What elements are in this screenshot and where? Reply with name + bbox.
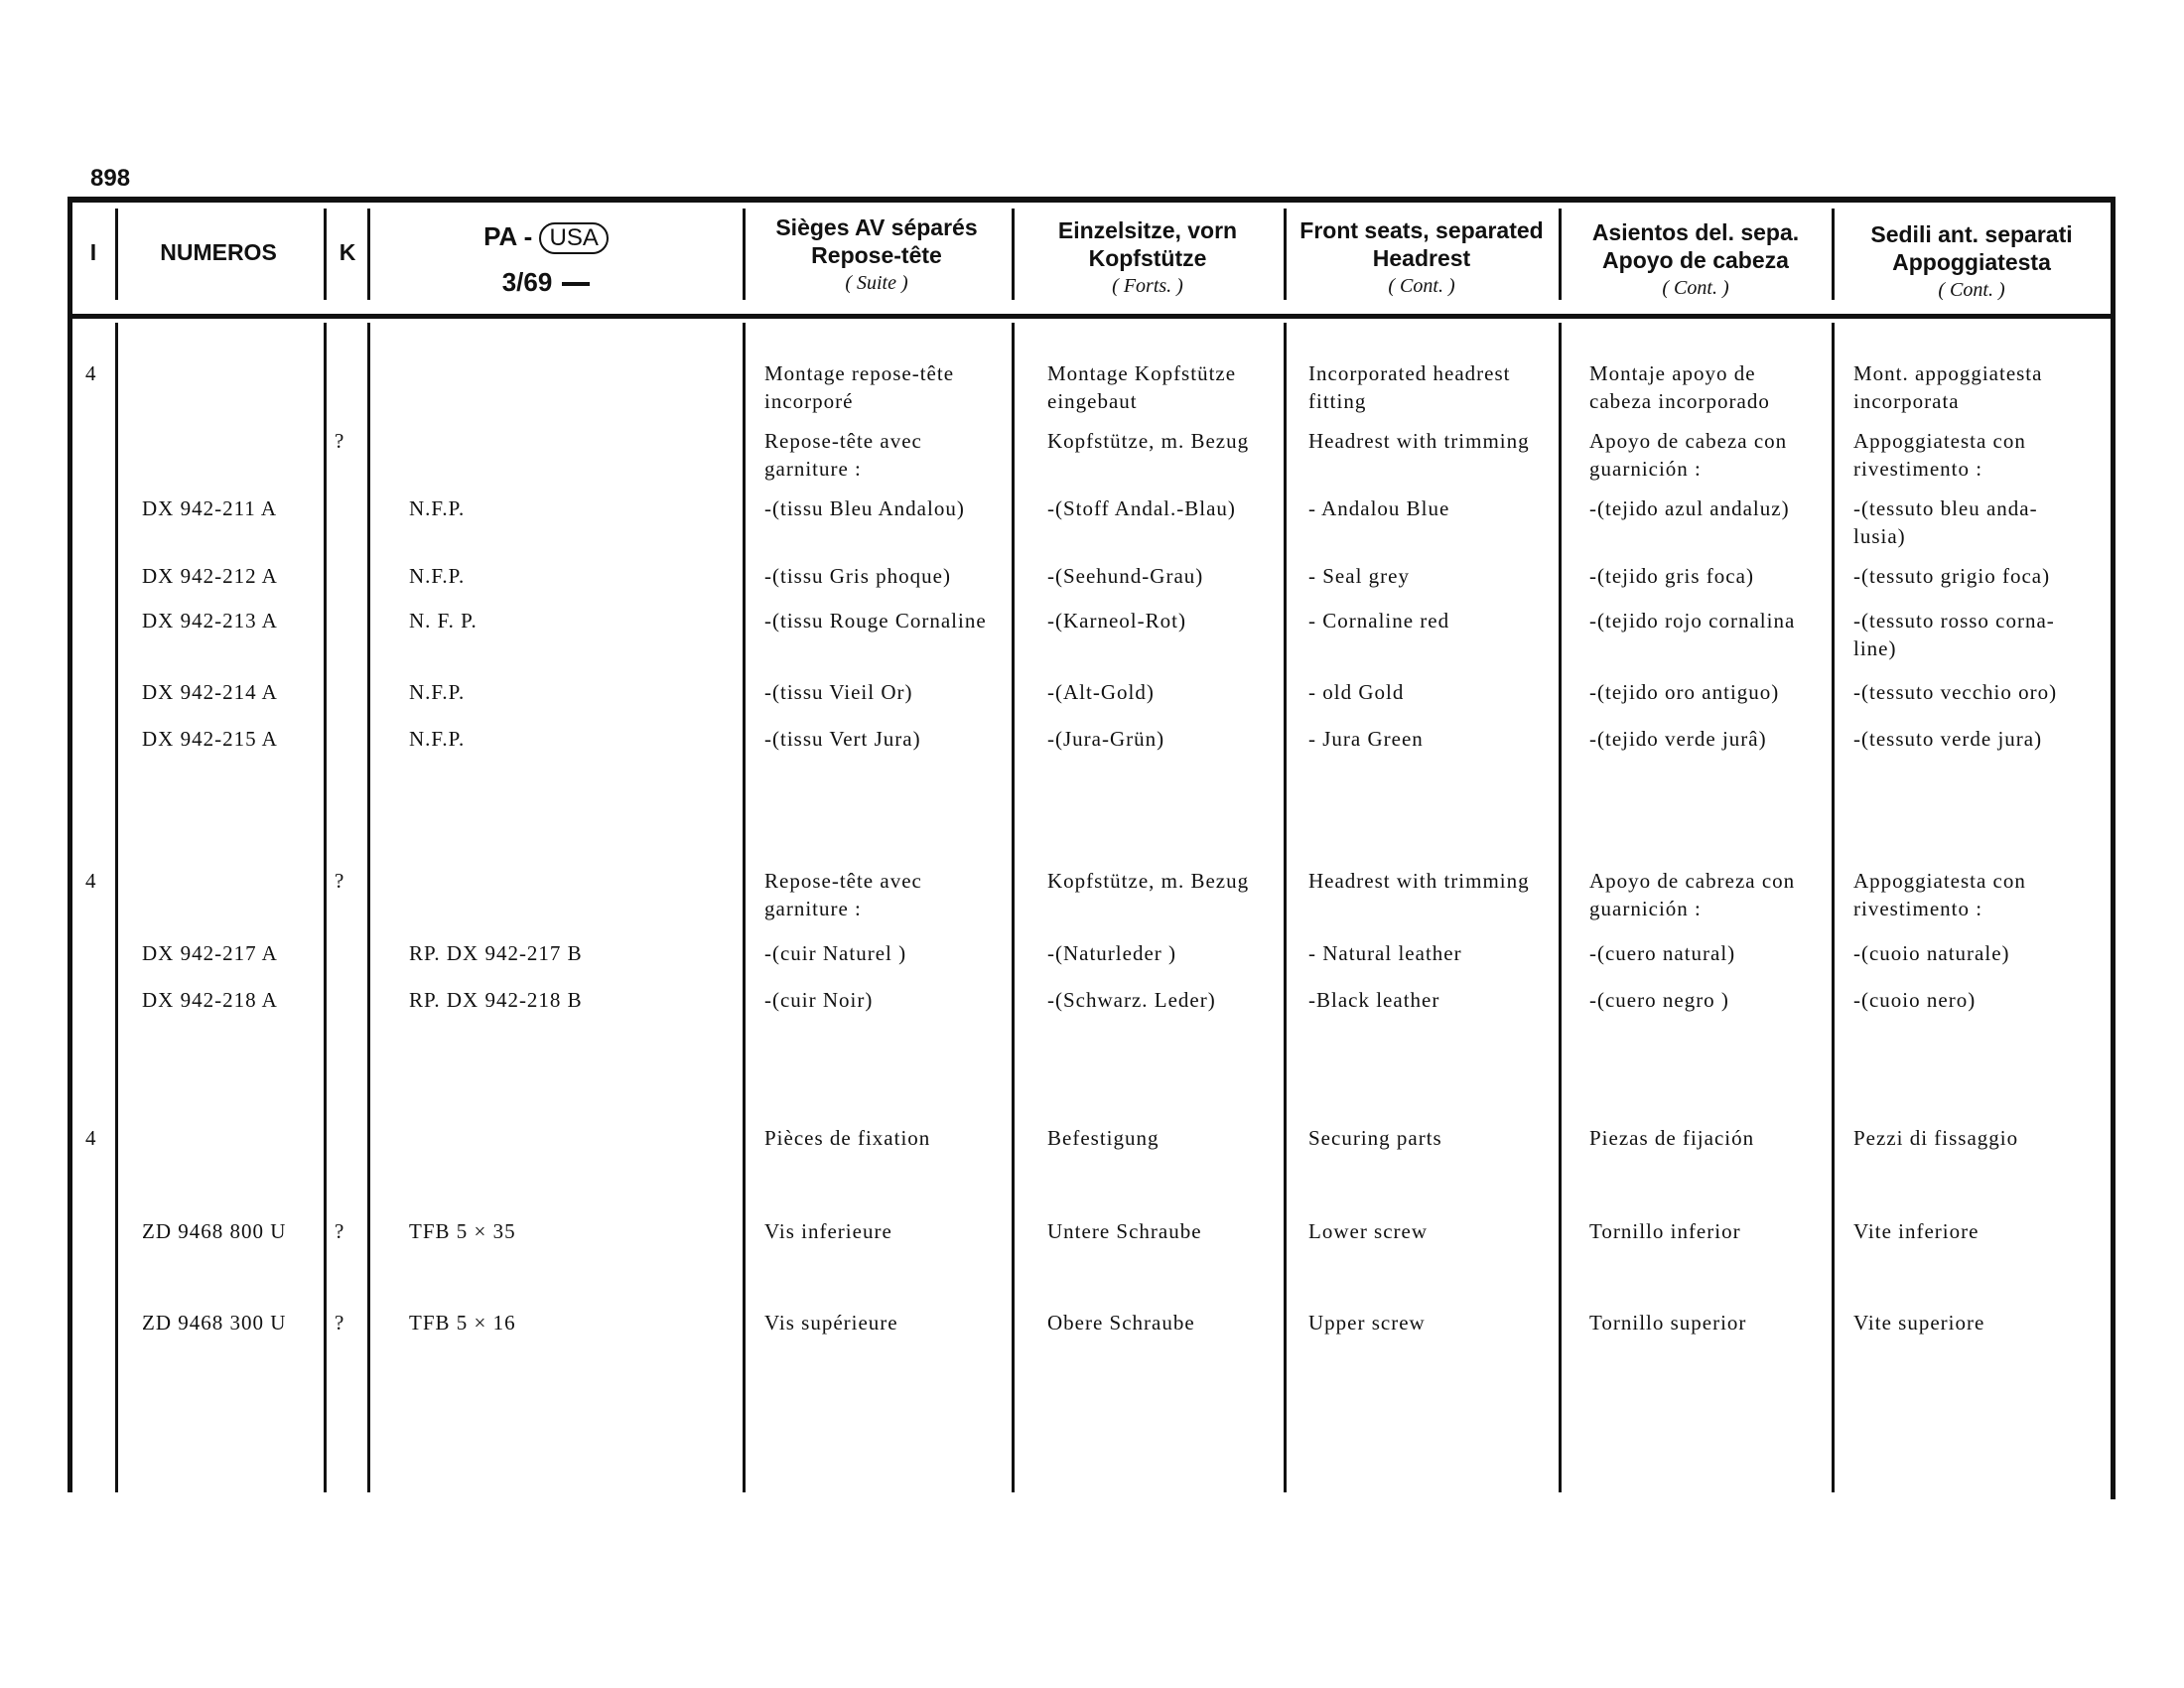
cell-fr: Repose-tête avec garniture :	[764, 429, 922, 481]
column-divider	[367, 323, 370, 1492]
column-divider	[1284, 209, 1287, 300]
cell-de: -(Karneol-Rot)	[1047, 609, 1186, 633]
cell-de: Befestigung	[1047, 1126, 1160, 1150]
cell-es: Montaje apoyo de cabeza incorporado	[1589, 361, 1770, 413]
cell-pa: N.F.P.	[409, 727, 466, 751]
cell-fr: -(cuir Noir)	[764, 988, 874, 1012]
header-pa	[377, 216, 715, 308]
column-divider	[1012, 209, 1015, 300]
cell-numeros: DX 942-214 A	[142, 680, 278, 704]
cell-en: Securing parts	[1308, 1126, 1442, 1150]
usa-badge: USA	[539, 222, 608, 254]
column-divider	[1012, 323, 1015, 1492]
column-divider	[367, 209, 370, 300]
cell-it: -(tessuto grigio foca)	[1853, 564, 2051, 588]
column-divider	[115, 323, 118, 1492]
cell-numeros: DX 942-212 A	[142, 564, 278, 588]
table-right-border	[2111, 199, 2116, 1499]
header-fr: Sièges AV séparés Repose-tête ( Suite )	[775, 214, 978, 294]
cell-de: Kopfstütze, m. Bezug	[1047, 869, 1250, 893]
header-es: Asientos del. sepa. Apoyo de cabeza ( Cont. )	[1591, 219, 1800, 299]
cell-fr: -(tissu Bleu Andalou)	[764, 496, 965, 520]
cell-es: -(tejido verde jurâ)	[1589, 727, 1767, 751]
cell-i: 4	[85, 1126, 97, 1150]
header-k: K	[339, 239, 356, 265]
pa-date: 3/69	[501, 267, 553, 297]
cell-it: -(cuoio naturale)	[1853, 941, 2010, 965]
cell-numeros: DX 942-217 A	[142, 941, 278, 965]
cell-k: ?	[335, 869, 345, 893]
cell-numeros: ZD 9468 800 U	[142, 1219, 287, 1243]
cell-de: -(Naturleder )	[1047, 941, 1177, 965]
cell-es: Tornillo superior	[1589, 1311, 1747, 1335]
cell-i: 4	[85, 869, 97, 893]
cell-es: Piezas de fijación	[1589, 1126, 1755, 1150]
column-divider	[324, 209, 327, 300]
cell-it: -(tessuto bleu anda- lusia)	[1853, 496, 2038, 548]
cell-en: - Natural leather	[1308, 941, 1462, 965]
cell-es: -(cuero natural)	[1589, 941, 1736, 965]
cell-pa: N.F.P.	[409, 564, 466, 588]
cell-es: -(tejido gris foca)	[1589, 564, 1754, 588]
cell-fr: Pièces de fixation	[764, 1126, 931, 1150]
cell-en: Upper screw	[1308, 1311, 1426, 1335]
cell-it: Appoggiatesta con rivestimento :	[1853, 869, 2026, 920]
cell-de: Untere Schraube	[1047, 1219, 1202, 1243]
cell-it: -(cuoio nero)	[1853, 988, 1977, 1012]
column-divider	[1832, 323, 1835, 1492]
cell-pa: TFB 5 × 35	[409, 1219, 516, 1243]
header-numeros: NUMEROS	[160, 239, 277, 265]
cell-it: Vite superiore	[1853, 1311, 1985, 1335]
cell-numeros: DX 942-213 A	[142, 609, 278, 633]
cell-numeros: DX 942-218 A	[142, 988, 278, 1012]
cell-es: Tornillo inferior	[1589, 1219, 1741, 1243]
column-divider	[1559, 209, 1562, 300]
header-de: Einzelsitze, vorn Kopfstütze ( Forts. )	[1057, 217, 1238, 297]
dash-mark	[562, 282, 590, 286]
column-divider	[324, 323, 327, 1492]
page-number: 898	[90, 165, 131, 192]
cell-pa: N.F.P.	[409, 680, 466, 704]
cell-it: Appoggiatesta con rivestimento :	[1853, 429, 2026, 481]
column-divider	[743, 209, 746, 300]
cell-fr: Montage repose-tête incorporé	[764, 361, 955, 413]
cell-en: - Seal grey	[1308, 564, 1410, 588]
column-divider	[1832, 209, 1835, 300]
cell-fr: -(tissu Rouge Cornaline	[764, 609, 987, 633]
table-left-border	[68, 199, 72, 1492]
cell-en: -Black leather	[1308, 988, 1440, 1012]
cell-de: -(Jura-Grün)	[1047, 727, 1165, 751]
cell-en: Headrest with trimming	[1308, 869, 1530, 893]
cell-it: -(tessuto verde jura)	[1853, 727, 2043, 751]
column-divider	[1559, 323, 1562, 1492]
cell-pa: RP. DX 942-217 B	[409, 941, 583, 965]
cell-es: -(tejido rojo cornalina	[1589, 609, 1796, 633]
header-en: Front seats, separated Headrest ( Cont. )	[1299, 217, 1544, 297]
cell-es: -(cuero negro )	[1589, 988, 1729, 1012]
column-divider	[1284, 323, 1287, 1492]
cell-en: - Andalou Blue	[1308, 496, 1450, 520]
cell-it: -(tessuto rosso corna- line)	[1853, 609, 2055, 660]
cell-pa: RP. DX 942-218 B	[409, 988, 583, 1012]
cell-en: - Cornaline red	[1308, 609, 1450, 633]
cell-es: Apoyo de cabreza con guarnición :	[1589, 869, 1796, 920]
cell-en: - Jura Green	[1308, 727, 1424, 751]
cell-k: ?	[335, 1219, 345, 1243]
cell-de: -(Schwarz. Leder)	[1047, 988, 1216, 1012]
header-bottom-border	[68, 314, 2116, 319]
cell-numeros: DX 942-215 A	[142, 727, 278, 751]
cell-pa: N.F.P.	[409, 496, 466, 520]
cell-de: -(Seehund-Grau)	[1047, 564, 1204, 588]
cell-en: - old Gold	[1308, 680, 1405, 704]
cell-en: Incorporated headrest fitting	[1308, 361, 1511, 413]
cell-fr: Vis supérieure	[764, 1311, 898, 1335]
cell-de: -(Stoff Andal.-Blau)	[1047, 496, 1236, 520]
cell-de: Obere Schraube	[1047, 1311, 1195, 1335]
cell-en: Headrest with trimming	[1308, 429, 1530, 453]
cell-it: Pezzi di fissaggio	[1853, 1126, 2019, 1150]
cell-it: Vite inferiore	[1853, 1219, 1979, 1243]
table-top-border	[68, 197, 2116, 203]
cell-fr: -(tissu Gris phoque)	[764, 564, 951, 588]
cell-de: Kopfstütze, m. Bezug	[1047, 429, 1250, 453]
cell-it: Mont. appoggiatesta incorporata	[1853, 361, 2043, 413]
cell-numeros: ZD 9468 300 U	[142, 1311, 287, 1335]
cell-de: -(Alt-Gold)	[1047, 680, 1155, 704]
cell-de: Montage Kopfstütze eingebaut	[1047, 361, 1237, 413]
cell-it: -(tessuto vecchio oro)	[1853, 680, 2058, 704]
cell-fr: -(tissu Vieil Or)	[764, 680, 913, 704]
cell-pa: TFB 5 × 16	[409, 1311, 516, 1335]
cell-fr: -(cuir Naturel )	[764, 941, 907, 965]
cell-fr: -(tissu Vert Jura)	[764, 727, 921, 751]
cell-en: Lower screw	[1308, 1219, 1429, 1243]
cell-es: -(tejido oro antiguo)	[1589, 680, 1780, 704]
cell-numeros: DX 942-211 A	[142, 496, 278, 520]
column-divider	[743, 323, 746, 1492]
cell-k: ?	[335, 429, 345, 453]
cell-fr: Repose-tête avec garniture :	[764, 869, 922, 920]
column-divider	[115, 209, 118, 300]
cell-i: 4	[85, 361, 97, 385]
cell-es: Apoyo de cabeza con guarnición :	[1589, 429, 1788, 481]
header-i: I	[89, 239, 97, 265]
cell-fr: Vis inferieure	[764, 1219, 892, 1243]
cell-k: ?	[335, 1311, 345, 1335]
cell-es: -(tejido azul andaluz)	[1589, 496, 1790, 520]
cell-pa: N. F. P.	[409, 609, 478, 633]
header-it: Sedili ant. separati Appoggiatesta ( Cont. )	[1870, 221, 2073, 301]
pa-label: PA -	[483, 221, 533, 251]
